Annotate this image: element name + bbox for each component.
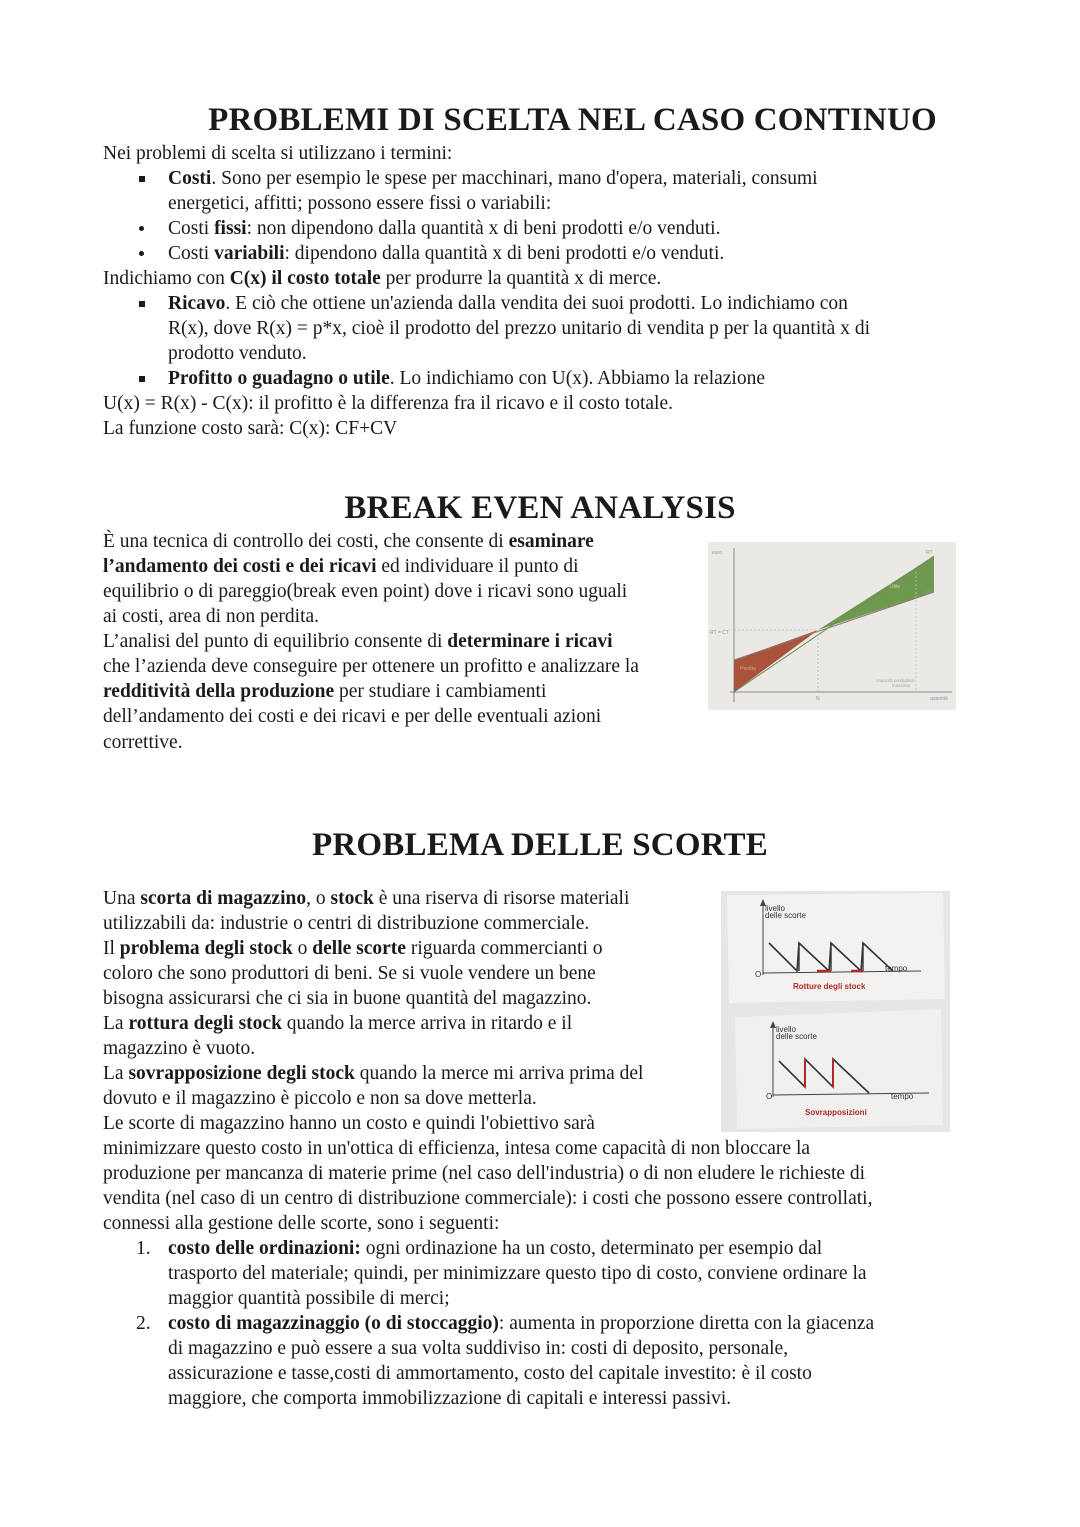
card1-y-label-1: livello	[765, 904, 786, 913]
card2-y-label-1: livello	[776, 1025, 797, 1034]
scorte-line-5: bisogna assicurarsi che ci sia in buone quantità del magazzino.	[103, 988, 592, 1009]
x-axis-label: quantità	[930, 696, 948, 702]
dot-bullet-icon	[139, 226, 144, 231]
scorte-line-14: connessi alla gestione delle scorte, sono i seguenti:	[103, 1213, 500, 1234]
card1-x-label: tempo	[885, 964, 908, 973]
scorte-line-8: La sovrapposizione degli stock quando la merce mi arriva prima del	[103, 1063, 644, 1084]
funzione-costo: La funzione costo sarà: C(x): CF+CV	[103, 418, 398, 439]
ricavo-line-1: Ricavo. E ciò che ottiene un'azienda dalla vendita dei suoi prodotti. Lo indichiamo con	[168, 293, 848, 314]
card1-y-label-2: delle scorte	[765, 911, 806, 920]
card1-origin: O	[755, 970, 762, 979]
bea-line-6: che l’azienda deve conseguire per ottenere un profitto e analizzare la	[103, 656, 639, 677]
bea-line-1: È una tecnica di controllo dei costi, che consente di esaminare	[103, 531, 594, 552]
costo-ordinazioni-3: maggior quantità possibile di merci;	[168, 1288, 450, 1309]
bea-line-3: equilibrio o di pareggio(break even point) dove i ricavi sono uguali	[103, 581, 628, 602]
capacity-label-2: massima	[892, 683, 911, 688]
scorte-line-10: Le scorte di magazzino hanno un costo e quindi l'obiettivo sarà	[103, 1113, 595, 1134]
costo-totale: Indichiamo con C(x) il costo totale per produrre la quantità x di merce.	[103, 268, 662, 289]
card2-y-label-2: delle scorte	[776, 1032, 817, 1041]
costi-line-2: energetici, affitti; possono essere fissi o variabili:	[168, 193, 552, 214]
section-title-break-even: BREAK EVEN ANALYSIS	[344, 490, 736, 526]
ct-label: CT	[926, 590, 933, 596]
costo-magazzinaggio-1: costo di magazzinaggio (o di stoccaggio): aumenta in proporzione diretta con la giacenza	[168, 1313, 875, 1334]
card1-caption: Rotture degli stock	[793, 982, 866, 991]
profitto-line: Profitto o guadagno o utile. Lo indichiamo con U(x). Abbiamo la relazione	[168, 368, 765, 389]
scorte-line-7: magazzino è vuoto.	[103, 1038, 256, 1059]
relazione-profitto: U(x) = R(x) - C(x): il profitto è la differenza fra il ricavo e il costo totale.	[103, 393, 673, 414]
scorte-line-13: vendita (nel caso di un centro di distribuzione commerciale): i costi che possono essere controllati,	[103, 1188, 873, 1209]
bea-line-2: l’andamento dei costi e dei ricavi ed individuare il punto di	[103, 556, 579, 577]
bea-line-4: ai costi, area di non perdita.	[103, 606, 320, 627]
costo-magazzinaggio-4: maggiore, che comporta immobilizzazione di capitali e interessi passivi.	[168, 1388, 732, 1409]
card2-caption: Sovrapposizioni	[805, 1108, 867, 1117]
scorte-line-2: utilizzabili da: industrie o centri di distribuzione commerciale.	[103, 913, 590, 934]
break-even-chart	[708, 542, 956, 710]
y-axis-label: euro	[712, 550, 723, 556]
scorte-line-12: produzione per mancanza di materie prime (nel caso dell'industria) o di non eludere le richieste di	[103, 1163, 866, 1184]
bea-line-7: redditività della produzione per studiare i cambiamenti	[103, 681, 547, 702]
scorte-line-1: Una scorta di magazzino, o stock è una riserva di risorse materiali	[103, 888, 630, 909]
square-bullet-icon	[139, 301, 145, 307]
break-even-q-label: N	[816, 696, 820, 702]
scorte-line-3: Il problema degli stock o delle scorte riguarda commercianti o	[103, 938, 603, 959]
costi-fissi: Costi fissi: non dipendono dalla quantità x di beni prodotti e/o venduti.	[168, 218, 721, 239]
square-bullet-icon	[139, 176, 145, 182]
costi-line-1: Costi. Sono per esempio le spese per macchinari, mano d'opera, materiali, consumi	[168, 168, 818, 189]
ricavo-line-2: R(x), dove R(x) = p*x, cioè il prodotto del prezzo unitario di vendita p per la quantità x di	[168, 318, 870, 339]
dot-bullet-icon	[139, 251, 144, 256]
bea-line-8: dell’andamento dei costi e dei ricavi e per delle eventuali azioni	[103, 706, 602, 727]
intro-text: Nei problemi di scelta si utilizzano i termini:	[103, 143, 453, 164]
list-number-2: 2.	[136, 1313, 151, 1334]
costo-magazzinaggio-3: assicurazione e tasse,costi di ammortamento, costo del capitale investito: è il costo	[168, 1363, 812, 1384]
stock-diagrams-photo	[721, 891, 950, 1132]
utile-label: Utile	[890, 584, 901, 590]
card2-x-label: tempo	[891, 1092, 914, 1101]
rt-ct-label: RT = CT	[710, 630, 729, 636]
perdita-label: Perdita	[740, 666, 756, 672]
rt-label: RT	[926, 550, 933, 556]
bea-line-9: correttive.	[103, 732, 183, 753]
bea-line-5: L’analisi del punto di equilibrio consente di determinare i ricavi	[103, 631, 613, 652]
scorte-line-4: coloro che sono produttori di beni. Se si vuole vendere un bene	[103, 963, 596, 984]
costo-ordinazioni-1: costo delle ordinazioni: ogni ordinazione ha un costo, determinato per esempio dal	[168, 1238, 823, 1259]
list-number-1: 1.	[136, 1238, 151, 1259]
square-bullet-icon	[139, 376, 145, 382]
ricavo-line-3: prodotto venduto.	[168, 343, 307, 364]
costo-ordinazioni-2: trasporto del materiale; quindi, per minimizzare questo tipo di costo, conviene ordinare la	[168, 1263, 867, 1284]
section-title-scorte: PROBLEMA DELLE SCORTE	[312, 827, 768, 863]
costo-magazzinaggio-2: di magazzino e può essere a sua volta suddiviso in: costi di deposito, personale,	[168, 1338, 789, 1359]
card2-origin: O	[766, 1092, 773, 1101]
scorte-line-9: dovuto e il magazzino è piccolo e non sa dove metterla.	[103, 1088, 537, 1109]
scorte-line-6: La rottura degli stock quando la merce arriva in ritardo e il	[103, 1013, 573, 1034]
scorte-line-11: minimizzare questo costo in un'ottica di efficienza, intesa come capacità di non bloccare la	[103, 1138, 811, 1159]
costi-variabili: Costi variabili: dipendono dalla quantità x di beni prodotti e/o venduti.	[168, 243, 725, 264]
capacity-label-1: capacità produttiva	[876, 678, 914, 683]
section-title-scelta: PROBLEMI DI SCELTA NEL CASO CONTINUO	[208, 102, 937, 138]
